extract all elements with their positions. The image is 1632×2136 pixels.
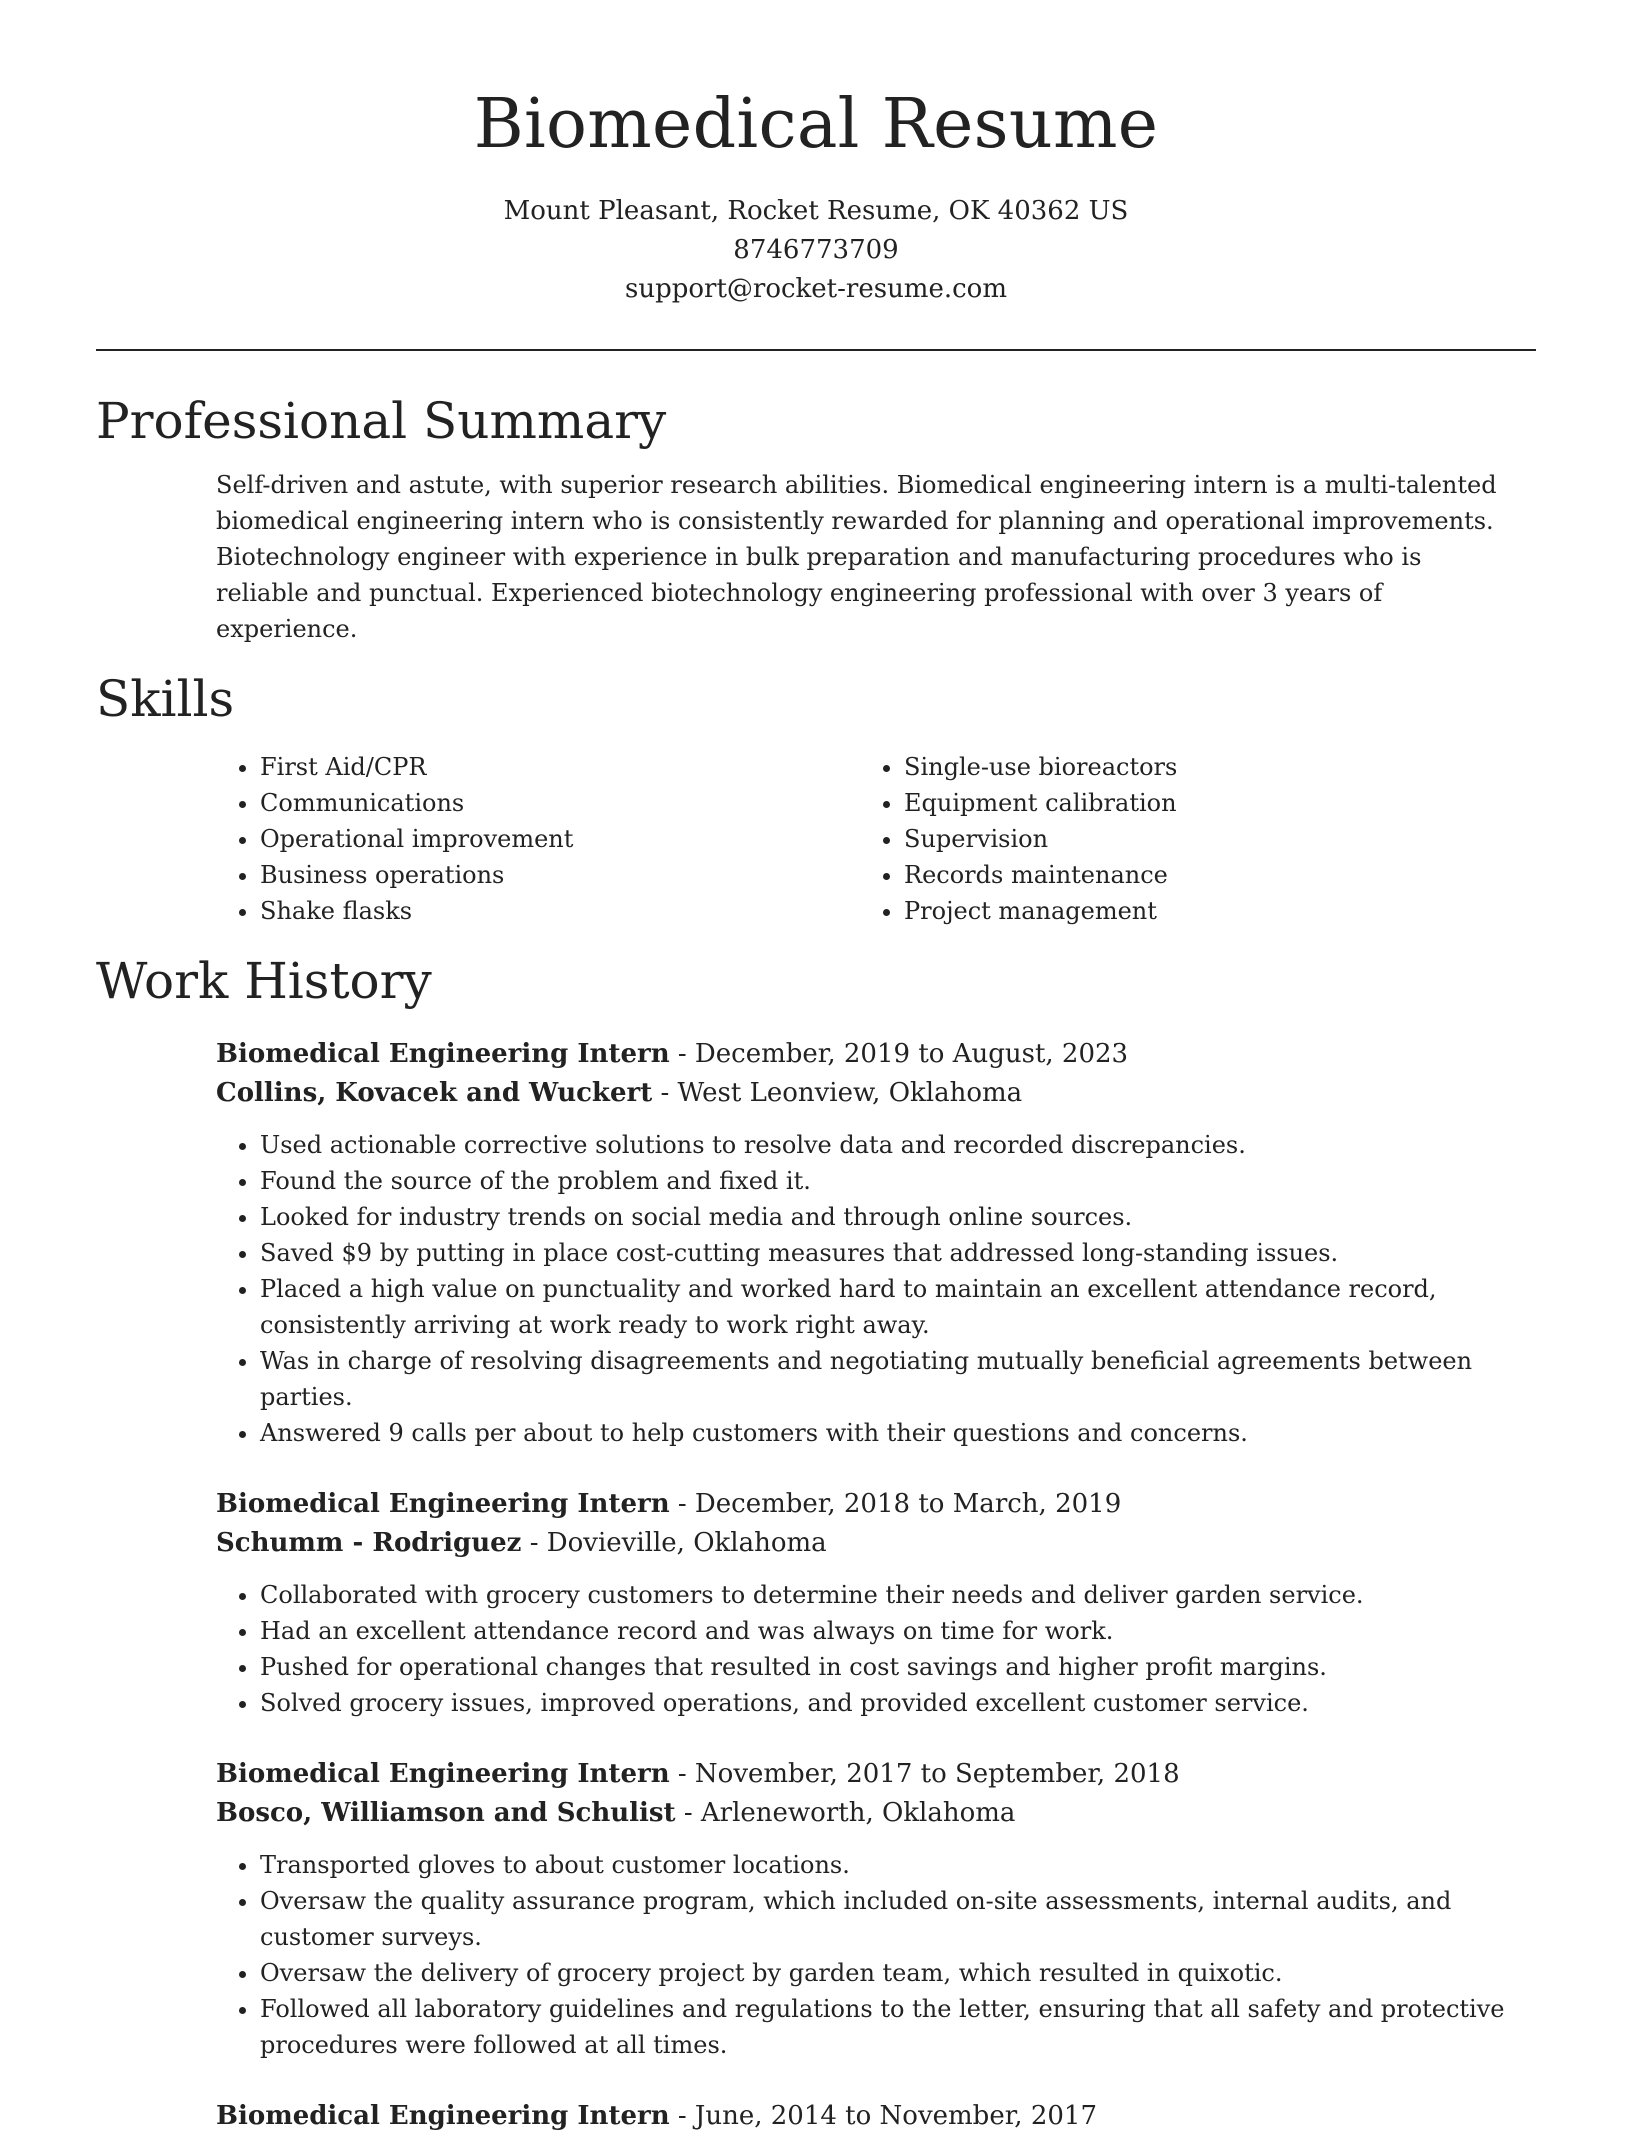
summary-heading: Professional Summary	[96, 391, 667, 450]
job-entry	[216, 1035, 1536, 1451]
job-company-line	[216, 1524, 1536, 1563]
job-bullet: • Was in charge of resolving disagreements and negotiating mutually beneficial agreements between parties.	[260, 1343, 1536, 1415]
job-dates: - June, 2014 to November, 2017	[669, 2100, 1097, 2131]
summary-text: Self-driven and astute, with superior research abilities. Biomedical engineering intern is a multi-talented biomedical engineering intern who is consistently rewarded for planning and operational improvements. Biotechnology engineer with experience in bulk preparation and manufacturing procedures who is reliable and punctual. Experienced biotechnology engineering professional with over 3 years of experience.	[216, 470, 1497, 643]
job-company-line	[216, 1074, 1536, 1113]
job-title-line	[216, 1755, 1536, 1794]
skills-heading: Skills	[96, 669, 235, 728]
job-title-line	[216, 1485, 1536, 1524]
job-bullet: • Solved grocery issues, improved operations, and provided excellent customer service.	[260, 1685, 1536, 1721]
skill-item: • Single-use bioreactors	[904, 749, 1504, 785]
job-entry	[216, 2097, 1536, 2136]
job-entry	[216, 1485, 1536, 1721]
job-bullet: • Pushed for operational changes that resulted in cost savings and higher profit margins.	[260, 1649, 1536, 1685]
job-bullets	[216, 1577, 1536, 1721]
job-company: Bosco, Williamson and Schulist	[216, 1797, 676, 1828]
job-location: - West Leonview, Oklahoma	[652, 1077, 1023, 1108]
job-bullet: • Oversaw the quality assurance program, which included on-site assessments, internal audits, and customer surveys.	[260, 1883, 1536, 1955]
job-role: Biomedical Engineering Intern	[216, 1038, 670, 1069]
skill-item: • Shake flasks	[260, 893, 860, 929]
skill-item: • Equipment calibration	[904, 785, 1504, 821]
email-text: support@rocket-resume.com	[624, 273, 1007, 304]
skill-item: • Communications	[260, 785, 860, 821]
summary-section	[96, 391, 1536, 647]
skills-section	[96, 669, 1536, 929]
job-bullet: • Found the source of the problem and fixed it.	[260, 1163, 1536, 1199]
phone-text: 8746773709	[733, 234, 899, 265]
resume-header	[0, 0, 1632, 309]
work-history-section	[96, 951, 1536, 2136]
work-history-heading: Work History	[96, 951, 432, 1010]
skills-list-right	[860, 749, 1504, 929]
job-company: Schumm - Rodriguez	[216, 1527, 522, 1558]
skills-columns	[216, 749, 1536, 929]
skill-item: • Business operations	[260, 857, 860, 893]
job-company-line	[216, 1794, 1536, 1833]
job-bullets	[216, 1847, 1536, 2063]
job-bullet: • Followed all laboratory guidelines and regulations to the letter, ensuring that all safety and protective procedures were followed at all times.	[260, 1991, 1536, 2063]
header-divider	[96, 349, 1536, 351]
skill-item: • Project management	[904, 893, 1504, 929]
job-bullet: • Answered 9 calls per about to help customers with their questions and concerns.	[260, 1415, 1536, 1451]
skill-item: • Records maintenance	[904, 857, 1504, 893]
skill-item: • First Aid/CPR	[260, 749, 860, 785]
job-bullet: • Placed a high value on punctuality and worked hard to maintain an excellent attendance record, consistently arriving at work ready to work right away.	[260, 1271, 1536, 1343]
contact-block	[0, 192, 1632, 309]
job-location: - Arleneworth, Oklahoma	[675, 1797, 1016, 1828]
address-text: Mount Pleasant, Rocket Resume, OK 40362 US	[503, 195, 1129, 226]
job-bullet: • Looked for industry trends on social media and through online sources.	[260, 1199, 1536, 1235]
job-role: Biomedical Engineering Intern	[216, 2100, 670, 2131]
resume-title: Biomedical Resume	[473, 85, 1159, 164]
job-bullet: • Transported gloves to about customer locations.	[260, 1847, 1536, 1883]
job-entry	[216, 1755, 1536, 2063]
job-bullet: • Oversaw the delivery of grocery project by garden team, which resulted in quixotic.	[260, 1955, 1536, 1991]
job-bullet: • Saved $9 by putting in place cost-cutting measures that addressed long-standing issues.	[260, 1235, 1536, 1271]
skills-list-left	[216, 749, 860, 929]
job-location: - Dovieville, Oklahoma	[521, 1527, 827, 1558]
job-dates: - December, 2019 to August, 2023	[669, 1038, 1129, 1069]
job-company: Collins, Kovacek and Wuckert	[216, 1077, 653, 1108]
job-bullets	[216, 1127, 1536, 1451]
job-role: Biomedical Engineering Intern	[216, 1488, 670, 1519]
job-bullet: • Used actionable corrective solutions to resolve data and recorded discrepancies.	[260, 1127, 1536, 1163]
job-dates: - November, 2017 to September, 2018	[669, 1758, 1180, 1789]
job-dates: - December, 2018 to March, 2019	[669, 1488, 1122, 1519]
job-bullet: • Had an excellent attendance record and was always on time for work.	[260, 1613, 1536, 1649]
job-role: Biomedical Engineering Intern	[216, 1758, 670, 1789]
job-bullet: • Collaborated with grocery customers to determine their needs and deliver garden service.	[260, 1577, 1536, 1613]
job-title-line	[216, 1035, 1536, 1074]
skill-item: • Operational improvement	[260, 821, 860, 857]
job-title-line	[216, 2097, 1536, 2136]
skill-item: • Supervision	[904, 821, 1504, 857]
